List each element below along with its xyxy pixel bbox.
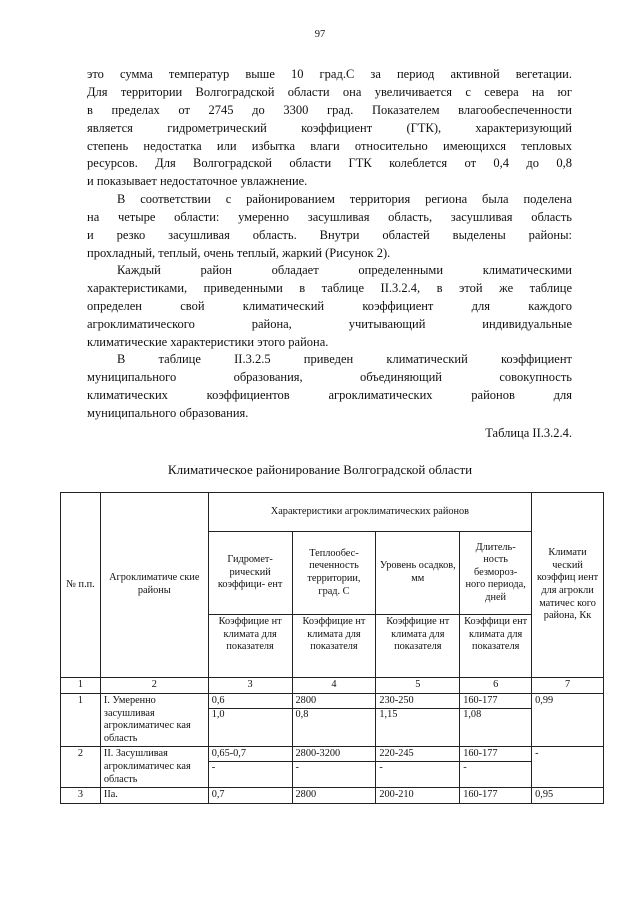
coef: -: [293, 761, 376, 775]
text-line: муниципального образования.: [87, 405, 249, 420]
table-label: Таблица II.3.2.4.: [485, 426, 572, 440]
row-no: 2: [61, 747, 101, 788]
value: 0,6: [211, 695, 225, 706]
value: 2800: [295, 695, 317, 706]
text-line: в пределах от 2745 до 3300 град. Показателем влагообеспеченности: [87, 102, 572, 117]
paragraph-2: [87, 191, 572, 263]
cell-frost: [460, 694, 532, 747]
page-number: 97: [314, 29, 326, 40]
header-heat: Теплообес- печенность территории, град. С: [292, 532, 376, 615]
text-line: В соответствии с районированием территория региона была поделена: [117, 192, 572, 206]
row-region: II. Засушливая агроклиматичес кая область: [100, 747, 208, 788]
text-line: Для территории Волгоградской области она увеличивается с севера на юг: [87, 84, 572, 99]
column-number: 6: [460, 678, 532, 694]
cell-heat: 2800: [292, 788, 376, 804]
table-row: [61, 788, 604, 804]
coef: 1,0: [209, 708, 292, 722]
value: 2800-3200: [295, 748, 341, 760]
text-line: климатических коэффициентов агроклиматических районов для: [87, 387, 572, 402]
text-line: муниципального образования, объединяющий совокупность: [87, 369, 572, 384]
column-number: 2: [100, 678, 208, 694]
header-coef: Коэффицие нт климата для показателя: [292, 615, 376, 678]
cell-frost: [460, 747, 532, 788]
climate-zoning-table: [60, 492, 604, 804]
text-line: ресурсов. Для Волгоградской области ГТК колеблется от 0,4 до 0,8: [87, 156, 572, 171]
text-line: прохладный, теплый, очень теплый, жаркий (Рисунок 2).: [87, 245, 391, 260]
cell-precip: 200-210: [376, 788, 460, 804]
value: 160-177: [463, 695, 498, 706]
coef: 1,15: [376, 708, 459, 722]
column-number: 1: [61, 678, 101, 694]
cell-frost: 160-177: [460, 788, 532, 804]
text-line: на четыре области: умеренно засушливая область, засушливая область: [87, 209, 572, 224]
header-coef: Коэффици ент климата для показателя: [460, 615, 532, 678]
column-number: 5: [376, 678, 460, 694]
row-no: 1: [61, 694, 101, 747]
coef: 1,08: [460, 708, 531, 722]
cell-kk: 0,95: [532, 788, 604, 804]
text-line: агроклиматического района, учитывающий индивидуальные: [87, 316, 572, 331]
text-line: климатические характеристики этого района.: [87, 334, 329, 349]
cell-gtk: 0,7: [208, 788, 292, 804]
cell-gtk: [208, 747, 292, 788]
text-line: и резко засушливая область. Внутри областей выделены районы:: [87, 227, 572, 242]
row-region: IIa.: [100, 788, 208, 804]
coef: -: [209, 761, 292, 775]
cell-kk: -: [532, 747, 604, 788]
text-line: Каждый район обладает определенными климатическими: [117, 263, 572, 277]
row-region: I. Умеренно засушливая агроклиматичес кая область: [100, 694, 208, 747]
column-number: 7: [532, 678, 604, 694]
paragraph-3: [87, 262, 572, 351]
column-numbers-row: [61, 678, 604, 694]
table-caption: Климатическое районирование Волгоградской области: [167, 462, 473, 477]
value: 0,65-0,7: [211, 748, 247, 760]
value: 230-250: [379, 695, 414, 706]
header-gtk: Гидромет- рический коэффици- ент: [208, 532, 292, 615]
header-climate-coef: Климати ческий коэффиц иент для агрокли матичес кого района, Кк: [532, 493, 604, 678]
header-region: Агроклиматиче ские районы: [100, 493, 208, 678]
cell-kk: 0,99: [532, 694, 604, 747]
column-number: 4: [292, 678, 376, 694]
cell-gtk: [208, 694, 292, 747]
header-precip: Уровень осадков, мм: [376, 532, 460, 615]
header-no: № п.п.: [61, 493, 101, 678]
table-row: [61, 694, 604, 747]
cell-precip: [376, 747, 460, 788]
cell-heat: [292, 747, 376, 788]
text-line: это сумма температур выше 10 град.С за период активной вегетации.: [87, 67, 572, 81]
coef: -: [460, 761, 531, 775]
cell-precip: [376, 694, 460, 747]
header-coef: Коэффицие нт климата для показателя: [208, 615, 292, 678]
coef: -: [376, 761, 459, 775]
header-frost: Длитель- ность безмороз- ного периода, дней: [460, 532, 532, 615]
row-no: 3: [61, 788, 101, 804]
paragraph-4: [87, 351, 572, 423]
text-line: определен свой климатический коэффициент для каждого: [87, 298, 572, 313]
text-line: В таблице II.3.2.5 приведен климатический коэффициент: [117, 352, 572, 366]
text-line: характеристиками, приведенными в таблице II.3.2.4, в этой же таблице: [87, 280, 572, 295]
header-coef: Коэффицие нт климата для показателя: [376, 615, 460, 678]
coef: 0,8: [293, 708, 376, 722]
table-row: [61, 747, 604, 788]
column-number: 3: [208, 678, 292, 694]
text-line: и показывает недостаточное увлажнение.: [87, 174, 308, 189]
value: 220-245: [379, 748, 414, 760]
header-row-group: [61, 493, 604, 532]
header-characteristics: Характеристики агроклиматических районов: [208, 493, 531, 532]
value: 160-177: [463, 748, 498, 760]
text-line: является гидрометрический коэффициент (ГТК), характеризующий: [87, 120, 572, 135]
paragraph-1: [87, 66, 572, 191]
cell-heat: [292, 694, 376, 747]
text-line: степень недостатка или избытка влаги относительно имеющихся тепловых: [87, 138, 572, 153]
